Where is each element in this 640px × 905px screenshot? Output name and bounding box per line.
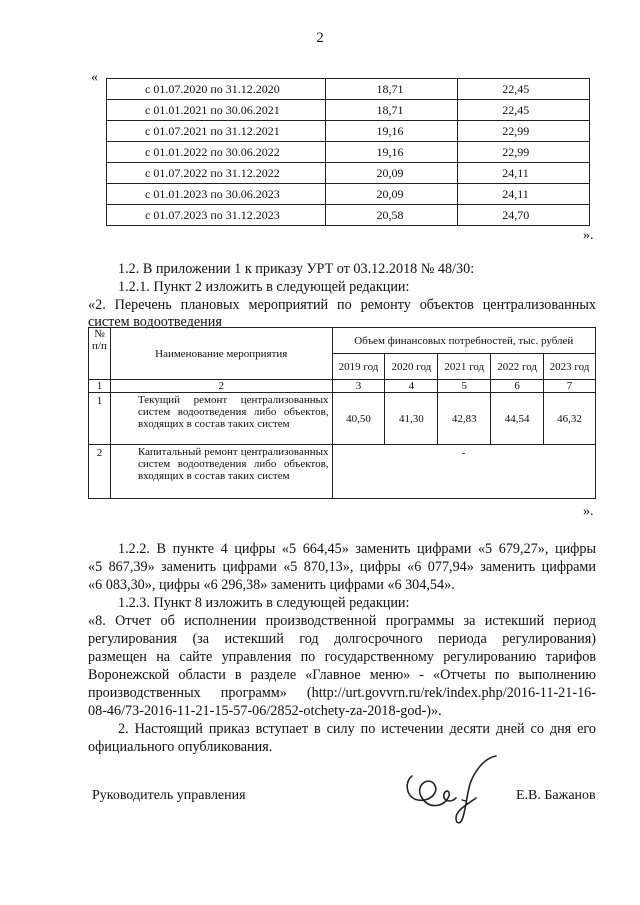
tariff-value-b: 24,11 xyxy=(458,184,590,205)
tariff-value-b: 24,11 xyxy=(458,163,590,184)
para-1-2-1: 1.2.1. Пункт 2 изложить в следующей редакции: xyxy=(118,279,410,295)
tariff-row xyxy=(107,163,590,184)
header-year: 2022 год xyxy=(491,354,544,380)
signature-position: Руководитель управления xyxy=(92,788,246,803)
tariff-value-a: 19,16 xyxy=(326,121,458,142)
col-number: 5 xyxy=(438,380,491,393)
tariff-value-b: 22,45 xyxy=(458,79,590,100)
para-1-2: 1.2. В приложении 1 к приказу УРТ от 03.12.2018 № 48/30: xyxy=(118,261,475,277)
row1-num: 1 xyxy=(89,393,111,445)
header-year: 2023 год xyxy=(544,354,596,380)
tariff-period: с 01.01.2023 по 30.06.2023 xyxy=(107,184,326,205)
header-name: Наименование мероприятия xyxy=(110,328,332,380)
row1-value: 40,50 xyxy=(332,393,385,445)
tariff-period: с 01.01.2022 по 30.06.2022 xyxy=(107,142,326,163)
para-1-2-2-line3: «6 083,30», цифры «6 296,38» заменить цифрами «6 304,54». xyxy=(88,577,455,593)
section2-title-line2: систем водоотведения xyxy=(88,314,222,330)
tariff-value-a: 18,71 xyxy=(326,79,458,100)
tariff-value-a: 20,09 xyxy=(326,184,458,205)
row2-num: 2 xyxy=(89,445,111,499)
col-number: 6 xyxy=(491,380,544,393)
tariff-row xyxy=(107,121,590,142)
header-funding: Объем финансовых потребностей, тыс. рублей xyxy=(332,328,595,354)
col-number: 1 xyxy=(89,380,111,393)
measures-table-close-quote: ». xyxy=(583,504,594,519)
tariff-table xyxy=(106,78,590,226)
para-1-2-2-line1: 1.2.2. В пункте 4 цифры «5 664,45» заменить цифрами «5 679,27», цифры xyxy=(118,541,596,557)
header-year: 2020 год xyxy=(385,354,438,380)
para8-line6: 08-46/73-2016-11-21-15-57-06/2852-otchety-za-2018-god-)». xyxy=(88,703,442,719)
tariff-period: с 01.07.2020 по 31.12.2020 xyxy=(107,79,326,100)
header-year: 2019 год xyxy=(332,354,385,380)
para2-line1: 2. Настоящий приказ вступает в силу по истечении десяти дней со дня его xyxy=(118,721,596,737)
tariff-value-b: 24,70 xyxy=(458,205,590,226)
section2-title-line1: «2. Перечень плановых мероприятий по ремонту объектов централизованных xyxy=(88,297,596,313)
para8-line5: производственных программ» (http://urt.govvrn.ru/rek/index.php/2016-11-21-16- xyxy=(88,685,596,701)
header-num: № п/п xyxy=(89,328,111,380)
tariff-value-b: 22,99 xyxy=(458,121,590,142)
open-quote: « xyxy=(91,70,98,85)
handwritten-signature xyxy=(400,748,510,828)
tariff-value-a: 20,58 xyxy=(326,205,458,226)
tariff-value-b: 22,99 xyxy=(458,142,590,163)
row1-value: 42,83 xyxy=(438,393,491,445)
tariff-period: с 01.07.2021 по 31.12.2021 xyxy=(107,121,326,142)
header-year: 2021 год xyxy=(438,354,491,380)
tariff-value-a: 18,71 xyxy=(326,100,458,121)
col-number: 3 xyxy=(332,380,385,393)
row1-value: 46,32 xyxy=(544,393,596,445)
para8-line2: регулирования (за истекший год долгосрочного периода регулирования) xyxy=(88,631,596,647)
col-number: 2 xyxy=(110,380,332,393)
tariff-row xyxy=(107,184,590,205)
para2-line2: официального опубликования. xyxy=(88,739,273,755)
para8-line3: размещен на сайте управления по государственному регулированию тарифов xyxy=(88,649,596,665)
tariff-row xyxy=(107,100,590,121)
tariff-period: с 01.01.2021 по 30.06.2021 xyxy=(107,100,326,121)
tariff-row xyxy=(107,142,590,163)
row1-name: Текущий ремонт централизованных систем водоотведения либо объектов, входящих в состав таких систем xyxy=(110,393,332,445)
para-1-2-2-line2: «5 867,39» заменить цифрами «5 870,13», цифры «6 077,94» заменить цифрами xyxy=(88,559,596,575)
row2-value: - xyxy=(332,445,595,499)
measures-table xyxy=(88,327,596,499)
col-number: 4 xyxy=(385,380,438,393)
row1-value: 44,54 xyxy=(491,393,544,445)
tariff-value-a: 19,16 xyxy=(326,142,458,163)
tariff-value-a: 20,09 xyxy=(326,163,458,184)
col-number: 7 xyxy=(544,380,596,393)
tariff-table-close-quote: ». xyxy=(583,228,594,243)
tariff-row xyxy=(107,79,590,100)
tariff-period: с 01.07.2023 по 31.12.2023 xyxy=(107,205,326,226)
tariff-period: с 01.07.2022 по 31.12.2022 xyxy=(107,163,326,184)
signature-name: Е.В. Бажанов xyxy=(516,788,596,803)
page-number: 2 xyxy=(316,30,324,46)
tariff-row xyxy=(107,205,590,226)
row1-value: 41,30 xyxy=(385,393,438,445)
para-1-2-3: 1.2.3. Пункт 8 изложить в следующей редакции: xyxy=(118,595,410,611)
tariff-value-b: 22,45 xyxy=(458,100,590,121)
row2-name: Капитальный ремонт централизованных систем водоотведения либо объектов, входящих в состав таких систем xyxy=(110,445,332,499)
para8-line4: Воронежской области в разделе «Главное меню» - «Отчеты по выполнению xyxy=(88,667,596,683)
para8-line1: «8. Отчет об исполнении производственной программы за истекший период xyxy=(88,613,596,629)
